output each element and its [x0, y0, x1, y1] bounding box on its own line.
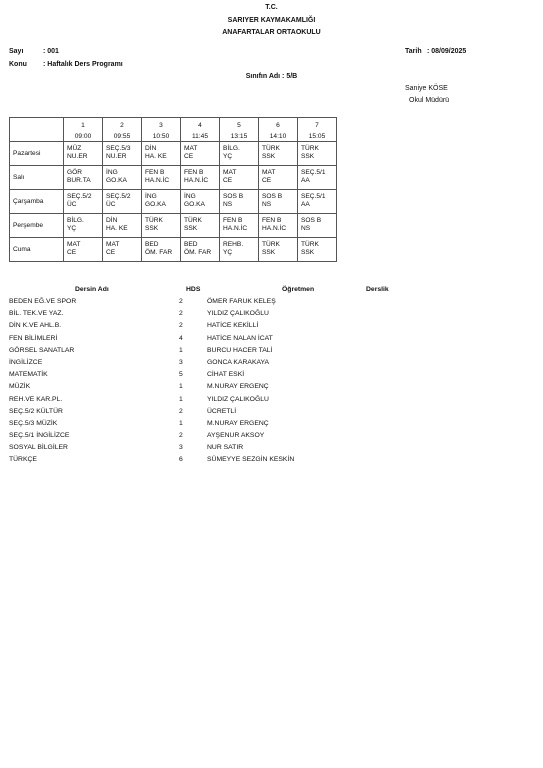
- lesson-subject: FEN B: [262, 217, 282, 224]
- course-name: SOSYAL BİLGİLER: [9, 444, 68, 452]
- course-list-header: [9, 286, 529, 298]
- course-name: MATEMATİK: [9, 371, 48, 379]
- class-name: Sınıfın Adı : 5/B: [245, 73, 298, 80]
- lesson-subject: MAT: [67, 241, 81, 248]
- lesson-teacher-code: YÇ: [223, 153, 233, 160]
- lesson-cell: [103, 238, 142, 262]
- lesson-teacher-code: HA.N.İC: [145, 177, 170, 184]
- lesson-subject: BİLG.: [223, 145, 240, 152]
- lesson-subject: REHB.: [223, 241, 244, 248]
- lesson-cell: [103, 166, 142, 190]
- lesson-teacher-code: ÖM. FAR: [184, 249, 212, 256]
- course-name: İNGİLİZCE: [9, 358, 43, 366]
- course-row: [9, 444, 529, 456]
- lesson-teacher-code: NU.ER: [106, 153, 127, 160]
- course-hds: 1: [179, 395, 183, 403]
- lesson-subject: DİN: [145, 145, 157, 152]
- lesson-cell: [142, 190, 181, 214]
- lesson-teacher-code: CE: [184, 153, 194, 160]
- course-hds: 2: [179, 432, 183, 440]
- lesson-teacher-code: NS: [223, 201, 233, 208]
- lesson-cell: [181, 166, 220, 190]
- course-teacher: M.NURAY ERGENÇ: [207, 419, 269, 427]
- period-number: 2: [120, 122, 124, 129]
- period-number: 5: [237, 122, 241, 129]
- course-teacher: M.NURAY ERGENÇ: [207, 383, 269, 391]
- period-time: 11:45: [191, 133, 208, 140]
- course-row: [9, 396, 529, 408]
- lesson-cell: [298, 166, 337, 190]
- period-time: 10:50: [152, 133, 170, 140]
- lesson-subject: BİLG.: [67, 217, 84, 224]
- lesson-cell: [103, 190, 142, 214]
- course-name: DİN K.VE AHL.B.: [9, 322, 62, 330]
- lesson-cell: [181, 214, 220, 238]
- lesson-teacher-code: CE: [67, 249, 77, 256]
- timetable-day-row: [10, 166, 337, 190]
- course-teacher: HATİCE KEKİLLİ: [207, 322, 259, 330]
- course-hds: 6: [179, 456, 183, 464]
- lesson-teacher-code: NU.ER: [67, 153, 88, 160]
- lesson-teacher-code: GO.KA: [184, 201, 205, 208]
- course-hds: 1: [179, 346, 183, 354]
- lesson-teacher-code: ÜC: [67, 201, 77, 208]
- lesson-teacher-code: YÇ: [223, 249, 233, 256]
- lesson-teacher-code: CE: [262, 177, 272, 184]
- konu-value: : Haftalık Ders Programı: [43, 61, 123, 68]
- course-hds: 2: [179, 310, 183, 318]
- course-name: SEÇ.5/2 KÜLTÜR: [9, 407, 63, 415]
- lesson-teacher-code: HA.N.İC: [223, 225, 248, 232]
- course-hds: 5: [179, 371, 183, 379]
- period-time: 09:55: [113, 133, 131, 140]
- lesson-teacher-code: NS: [262, 201, 272, 208]
- lesson-teacher-code: HA. KE: [145, 153, 167, 160]
- course-name: TÜRKÇE: [9, 456, 37, 464]
- lesson-subject: TÜRK: [301, 241, 319, 248]
- sayi-label: Sayı: [9, 48, 24, 55]
- lesson-teacher-code: NS: [301, 225, 311, 232]
- course-row: [9, 456, 529, 468]
- course-hds: 3: [179, 444, 183, 452]
- lesson-cell: [298, 142, 337, 166]
- period-number: 1: [81, 122, 85, 129]
- course-name: BİL. TEK.VE YAZ.: [9, 310, 64, 318]
- day-name: Perşembe: [10, 214, 64, 238]
- lesson-cell: [220, 166, 259, 190]
- lesson-teacher-code: ÖM. FAR: [145, 249, 173, 256]
- course-row: [9, 359, 529, 371]
- period-header-cell: [64, 118, 103, 142]
- lesson-subject: SEÇ.5/3: [106, 145, 131, 152]
- lesson-teacher-code: ÜC: [106, 201, 116, 208]
- lesson-cell: [64, 214, 103, 238]
- lesson-cell: [298, 238, 337, 262]
- header-kaymakamlik: SARIYER KAYMAKAMLIĞI: [227, 17, 316, 24]
- period-time: 15:05: [308, 133, 326, 140]
- period-time: 09:00: [74, 133, 92, 140]
- lesson-cell: [298, 190, 337, 214]
- lesson-teacher-code: HA. KE: [106, 225, 128, 232]
- day-name: Cuma: [10, 238, 64, 262]
- lesson-subject: SEÇ.5/1: [301, 169, 326, 176]
- period-header-cell: [103, 118, 142, 142]
- course-teacher: SÜMEYYE SEZGİN KESKİN: [207, 456, 295, 464]
- lesson-subject: MAT: [223, 169, 237, 176]
- lesson-cell: [142, 214, 181, 238]
- lesson-teacher-code: SSK: [301, 249, 315, 256]
- course-hds: 2: [179, 407, 183, 415]
- course-hds: 4: [179, 334, 183, 342]
- lesson-subject: TÜRK: [262, 241, 280, 248]
- lesson-subject: FEN B: [145, 169, 165, 176]
- period-header-cell: [181, 118, 220, 142]
- course-name: BEDEN EĞ.VE SPOR: [9, 298, 77, 305]
- course-row: [9, 432, 529, 444]
- lesson-subject: FEN B: [184, 169, 204, 176]
- day-name: Salı: [10, 166, 64, 190]
- course-teacher: GONCA KARAKAYA: [207, 358, 270, 366]
- period-number: 3: [159, 122, 163, 129]
- period-number: 6: [276, 122, 280, 129]
- lesson-subject: TÜRK: [301, 145, 319, 152]
- day-name: Çarşamba: [10, 190, 64, 214]
- lesson-teacher-code: SSK: [262, 249, 276, 256]
- lesson-subject: SOS B: [262, 193, 283, 200]
- header-room: Derslik: [366, 286, 389, 293]
- lesson-cell: [181, 190, 220, 214]
- lesson-teacher-code: BUR.TA: [67, 177, 91, 184]
- course-hds: 2: [179, 298, 183, 305]
- lesson-teacher-code: CE: [223, 177, 233, 184]
- signer-name: Saniye KÖSE: [405, 85, 448, 92]
- lesson-cell: [64, 142, 103, 166]
- lesson-cell: [142, 166, 181, 190]
- course-row: [9, 420, 529, 432]
- course-teacher: HATİCE NALAN İCAT: [207, 334, 273, 342]
- course-row: [9, 310, 529, 322]
- lesson-cell: [298, 214, 337, 238]
- lesson-teacher-code: SSK: [145, 225, 159, 232]
- lesson-subject: MAT: [262, 169, 276, 176]
- course-name: GÖRSEL SANATLAR: [9, 346, 75, 354]
- header-teacher: Öğretmen: [282, 286, 315, 293]
- lesson-cell: [259, 190, 298, 214]
- course-row: [9, 371, 529, 383]
- lesson-teacher-code: AA: [301, 201, 310, 208]
- course-teacher: CİHAT ESKİ: [207, 371, 245, 379]
- course-row: [9, 335, 529, 347]
- lesson-subject: İNG: [184, 193, 196, 200]
- lesson-teacher-code: GO.KA: [106, 177, 127, 184]
- lesson-subject: MAT: [106, 241, 120, 248]
- period-header-cell: [298, 118, 337, 142]
- lesson-subject: SOS B: [223, 193, 244, 200]
- timetable-day-row: [10, 238, 337, 262]
- lesson-subject: BED: [145, 241, 159, 248]
- lesson-cell: [142, 142, 181, 166]
- lesson-teacher-code: CE: [106, 249, 116, 256]
- period-header-cell: [142, 118, 181, 142]
- period-time: 14:10: [269, 133, 287, 140]
- lesson-subject: TÜRK: [184, 217, 202, 224]
- lesson-teacher-code: YÇ: [67, 225, 77, 232]
- course-name: SEÇ.5/1 İNGİLİZCE: [9, 432, 70, 440]
- lesson-subject: FEN B: [223, 217, 243, 224]
- lesson-cell: [142, 238, 181, 262]
- course-hds: 1: [179, 419, 183, 427]
- course-teacher: ÜCRETLİ: [207, 407, 237, 415]
- course-teacher: AYŞENUR AKSOY: [207, 432, 265, 440]
- lesson-cell: [64, 238, 103, 262]
- lesson-cell: [259, 166, 298, 190]
- lesson-teacher-code: HA.N.İC: [262, 225, 287, 232]
- lesson-teacher-code: SSK: [184, 225, 198, 232]
- lesson-subject: SEÇ.5/2: [67, 193, 92, 200]
- lesson-cell: [259, 142, 298, 166]
- lesson-cell: [64, 166, 103, 190]
- header-school: ANAFARTALAR ORTAOKULU: [222, 29, 321, 36]
- course-name: MÜZİK: [9, 383, 31, 391]
- header-tc: T.C.: [265, 4, 278, 11]
- lesson-subject: MÜZ: [67, 145, 82, 152]
- period-number: 7: [315, 122, 319, 129]
- timetable-day-row: [10, 190, 337, 214]
- konu-label: Konu: [9, 61, 27, 68]
- lesson-subject: DİN: [106, 217, 118, 224]
- period-number: 4: [198, 122, 202, 129]
- course-row: [9, 408, 529, 420]
- course-teacher: YILDIZ ÇALIKOĞLU: [207, 310, 269, 318]
- course-list: [9, 286, 529, 469]
- course-teacher: NUR SATIR: [207, 444, 244, 452]
- lesson-subject: BED: [184, 241, 198, 248]
- course-teacher: YILDIZ ÇALIKOĞLU: [207, 395, 269, 403]
- course-row: [9, 383, 529, 395]
- tarih-value: : 08/09/2025: [427, 48, 467, 55]
- period-time: 13:15: [230, 133, 248, 140]
- timetable-day-row: [10, 214, 337, 238]
- lesson-subject: SEÇ.5/2: [106, 193, 131, 200]
- lesson-subject: TÜRK: [262, 145, 280, 152]
- timetable-corner-cell: [10, 118, 64, 142]
- course-teacher: BURCU HACER TALİ: [207, 346, 273, 354]
- course-hds: 3: [179, 358, 183, 366]
- course-name: REH.VE KAR.PL.: [9, 395, 63, 403]
- course-name: FEN BİLİMLERİ: [9, 334, 58, 342]
- sayi-value: : 001: [43, 48, 59, 55]
- header-hds: HDS: [186, 286, 201, 293]
- lesson-teacher-code: SSK: [262, 153, 276, 160]
- lesson-subject: İNG: [145, 193, 157, 200]
- course-teacher: ÖMER FARUK KELEŞ: [207, 298, 276, 305]
- course-name: SEÇ.5/3 MÜZİK: [9, 419, 58, 427]
- lesson-subject: MAT: [184, 145, 198, 152]
- lesson-cell: [259, 214, 298, 238]
- lesson-teacher-code: HA.N.İC: [184, 177, 209, 184]
- lesson-cell: [181, 142, 220, 166]
- lesson-subject: SEÇ.5/1: [301, 193, 326, 200]
- timetable: [9, 117, 337, 262]
- lesson-subject: SOS B: [301, 217, 322, 224]
- lesson-teacher-code: AA: [301, 177, 310, 184]
- course-row: [9, 322, 529, 334]
- lesson-subject: TÜRK: [145, 217, 163, 224]
- header-course-name: Dersin Adı: [75, 286, 109, 293]
- lesson-subject: İNG: [106, 169, 118, 176]
- lesson-cell: [103, 214, 142, 238]
- course-row: [9, 347, 529, 359]
- period-header-cell: [220, 118, 259, 142]
- lesson-cell: [64, 190, 103, 214]
- lesson-teacher-code: SSK: [301, 153, 315, 160]
- lesson-cell: [220, 214, 259, 238]
- day-name: Pazartesi: [10, 142, 64, 166]
- timetable-day-row: [10, 142, 337, 166]
- lesson-cell: [259, 238, 298, 262]
- lesson-cell: [220, 142, 259, 166]
- signer-title: Okul Müdürü: [409, 97, 450, 104]
- course-row: [9, 298, 529, 310]
- lesson-subject: GÖR: [67, 169, 83, 176]
- lesson-cell: [220, 190, 259, 214]
- lesson-cell: [181, 238, 220, 262]
- timetable-header-row: [10, 118, 337, 142]
- tarih-label: Tarih: [405, 48, 422, 55]
- course-hds: 1: [179, 383, 183, 391]
- lesson-cell: [220, 238, 259, 262]
- lesson-teacher-code: GO.KA: [145, 201, 166, 208]
- course-hds: 2: [179, 322, 183, 330]
- period-header-cell: [259, 118, 298, 142]
- lesson-cell: [103, 142, 142, 166]
